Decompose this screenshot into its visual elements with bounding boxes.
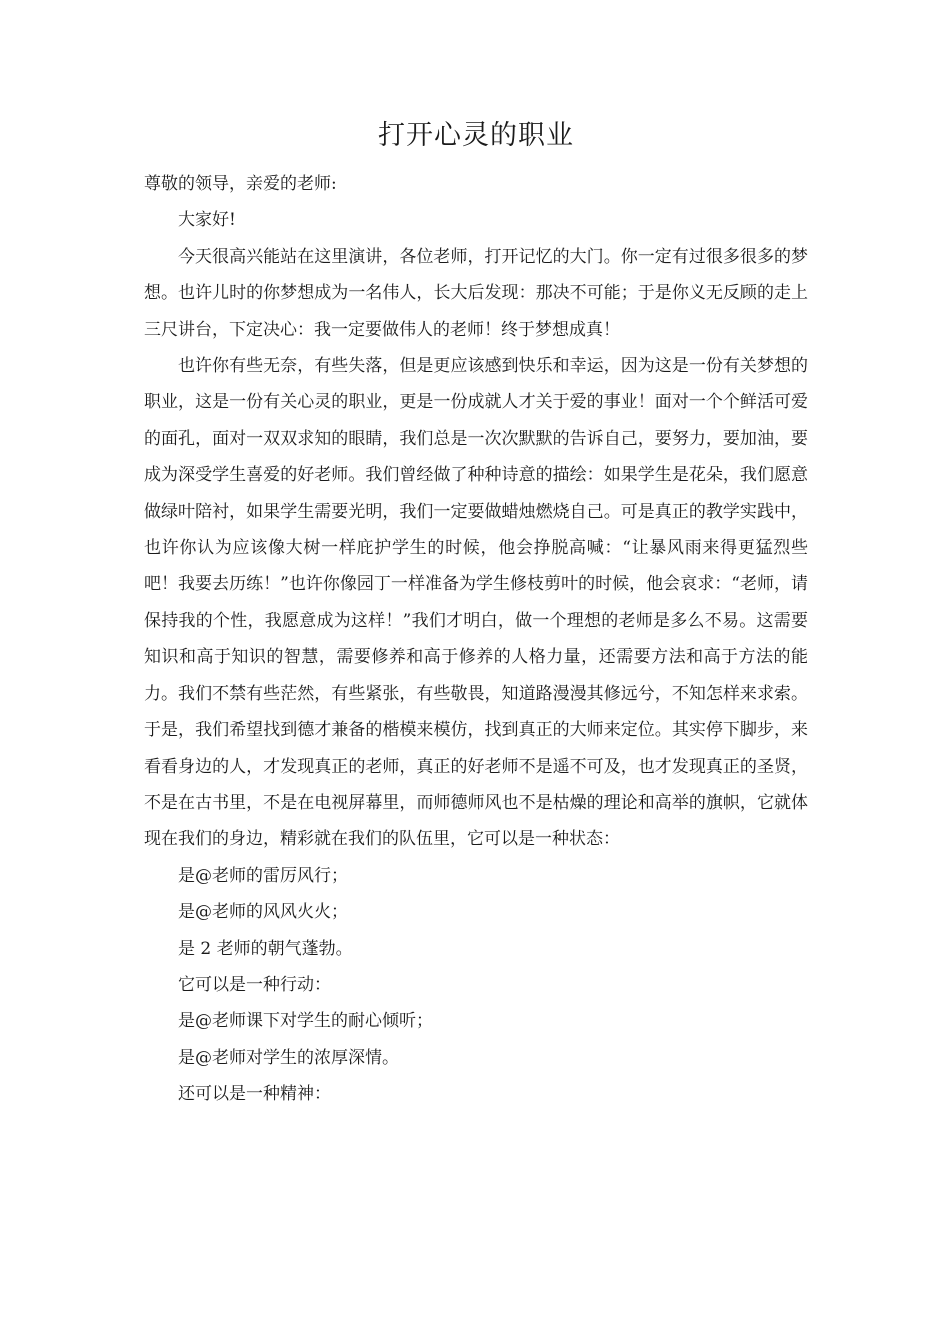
list-line-state-2: 是@老师的风风火火；	[178, 902, 348, 923]
list-heading-spirit: 还可以是一种精神：	[178, 1084, 331, 1105]
document-page	[144, 118, 808, 1113]
list-line-state-3: 是 2 老师的朝气蓬勃。	[178, 938, 353, 959]
list-line-action-2: 是@老师对学生的浓厚深情。	[178, 1047, 399, 1068]
list-line-state-1: 是@老师的雷厉风行；	[178, 865, 348, 886]
salutation: 尊敬的领导，亲爱的老师:	[144, 174, 337, 194]
document-body	[144, 166, 808, 1113]
paragraph-main: 也许你有些无奈，有些失落，但是更应该感到快乐和幸运，因为这是一份有关梦想的职业，这是一份有关心灵的职业，更是一份成就人才关于爱的事业！面对一个个鲜活可爱的面孔，面对一双双求知的眼睛，我们总是一次次默默的告诉自己，要努力，要加油，要成为深受学生喜爱的好老师。我们曾经做了种种诗意的描绘：如果学生是花朵，我们愿意做绿叶陪衬，如果学生需要光明，我们一定要做蜡烛燃烧自己。可是真正的教学实践中，也许你认为应该像大树一样庇护学生的时候，他会挣脱高喊：“让暴风雨来得更猛烈些吧！我要去历练！”也许你像园丁一样准备为学生修枝剪叶的时候，他会哀求：“老师，请保持我的个性，我愿意成为这样！”我们才明白，做一个理想的老师是多么不易。这需要知识和高于知识的智慧，需要修养和高于修养的人格力量，还需要方法和高于方法的能力。我们不禁有些茫然，有些紧张，有些敬畏，知道路漫漫其修远兮，不知怎样来求索。于是，我们希望找到德才兼备的楷模来模仿，找到真正的大师来定位。其实停下脚步，来看看身边的人，才发现真正的老师，真正的好老师不是遥不可及，也才发现真正的圣贤，不是在古书里，不是在电视屏幕里，而师德师风也不是枯燥的理论和高举的旗帜，它就体现在我们的身边，精彩就在我们的队伍里，它可以是一种状态：	[144, 356, 808, 850]
greeting: 大家好!	[178, 210, 236, 231]
document-title: 打开心灵的职业	[378, 120, 574, 151]
paragraph-intro: 今天很高兴能站在这里演讲，各位老师，打开记忆的大门。你一定有过很多很多的梦想。也许儿时的你梦想成为一名伟人，长大后发现：那决不可能；于是你义无反顾的走上三尺讲台，下定决心：我一定要做伟人的老师！终于梦想成真！	[144, 246, 808, 340]
list-line-action-1: 是@老师课下对学生的耐心倾听；	[178, 1011, 433, 1032]
list-heading-action: 它可以是一种行动：	[178, 974, 331, 995]
